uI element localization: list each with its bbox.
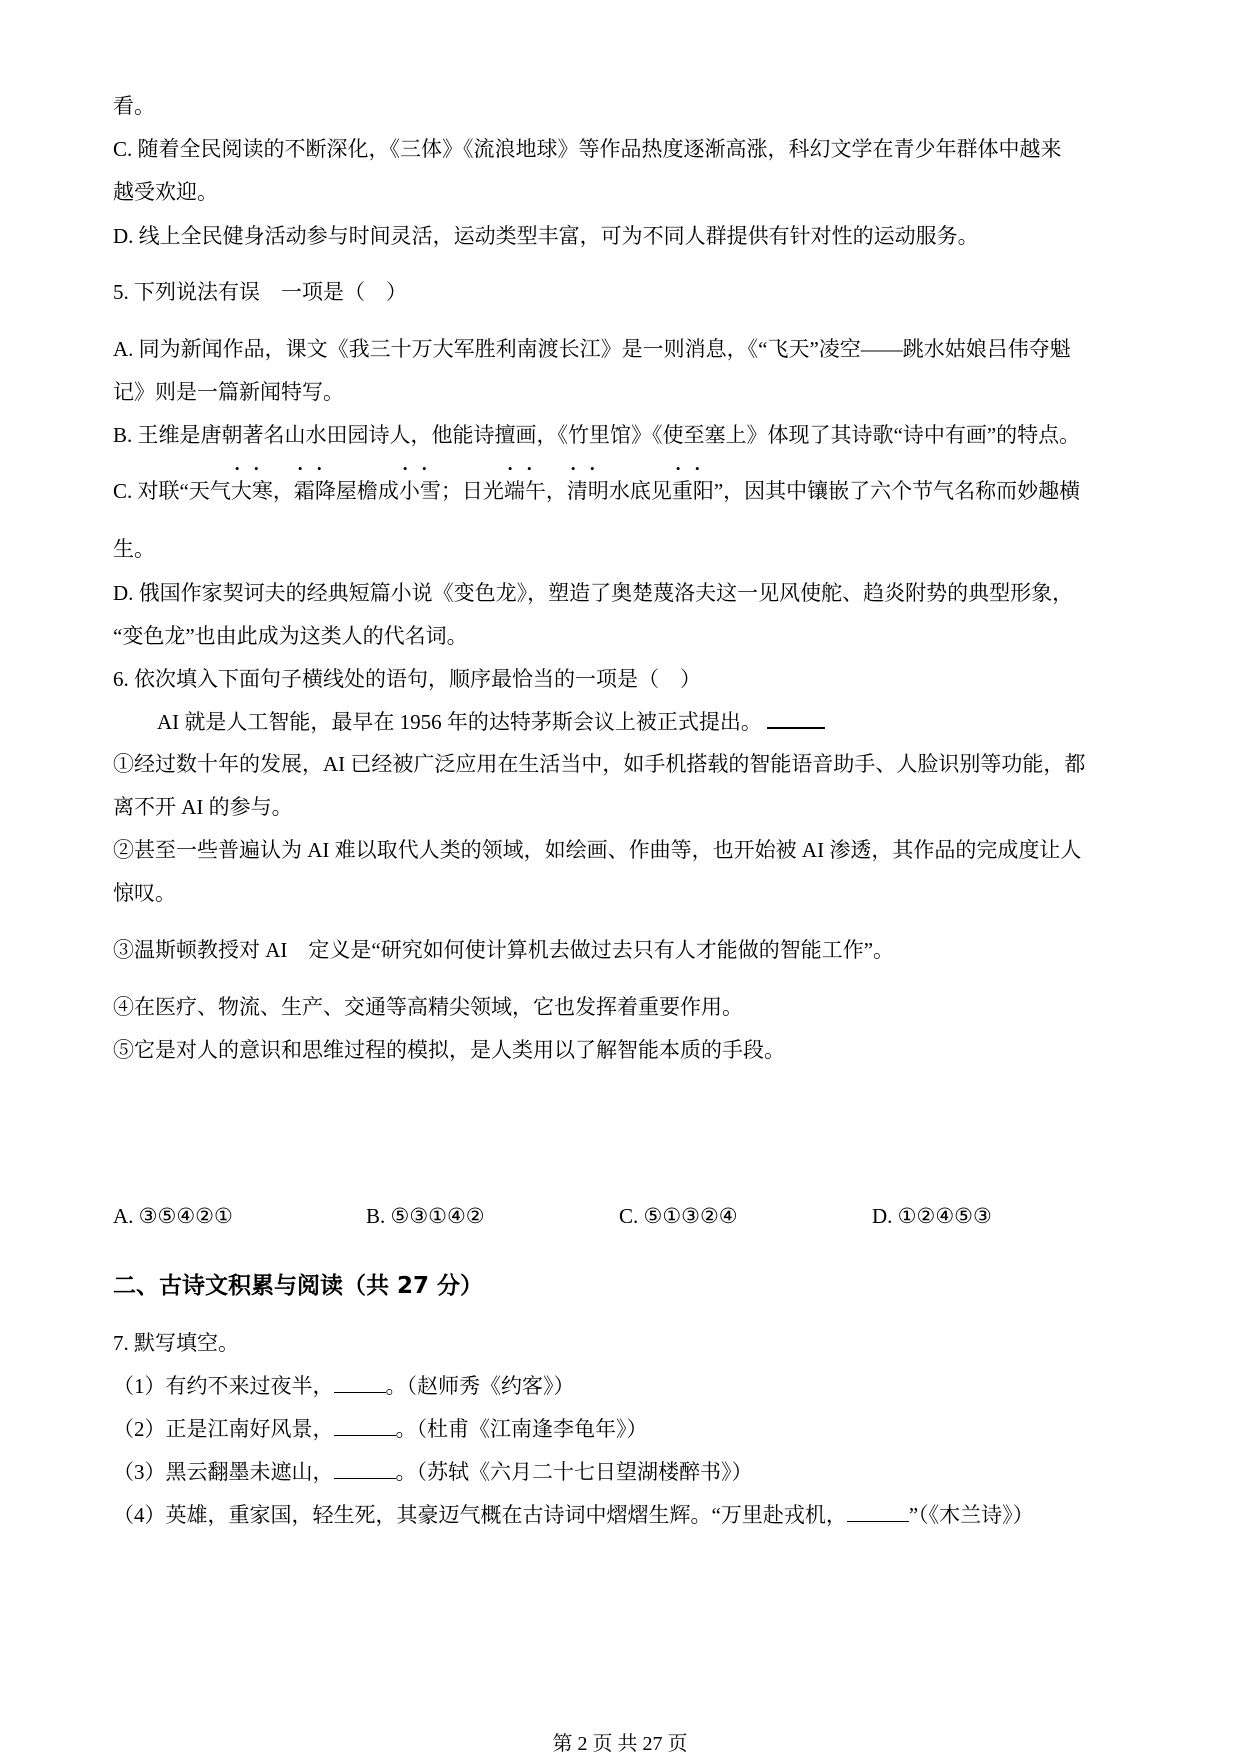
emphasized-term: • • 小雪 xyxy=(399,477,441,505)
text: AI 就是人工智能，最早在 1956 年的达特茅斯会议上被正式提出。 xyxy=(157,710,762,734)
q7-item-1 xyxy=(113,1372,575,1400)
answer-blank[interactable] xyxy=(847,1503,909,1522)
answer-blank[interactable] xyxy=(334,1460,396,1479)
text: ， xyxy=(545,479,567,503)
q6-option-c[interactable]: C. ⑤①③②④ xyxy=(619,1204,738,1228)
page-number: 第 2 页 共 27 页 xyxy=(552,1733,688,1755)
q6-sentence-2-line1: ②甚至一些普遍认为 AI 难以取代人类的领域，如绘画、作曲等，也开始被 AI 渗透，其作品的完成度让人 xyxy=(113,838,1082,862)
text: ， xyxy=(272,479,294,503)
answer-blank[interactable] xyxy=(334,1374,386,1393)
text: ；日光 xyxy=(440,479,504,503)
q7-item-3 xyxy=(113,1458,753,1486)
q5-option-d-line1: D. 俄国作家契诃夫的经典短篇小说《变色龙》，塑造了奥楚蔑洛夫这一见风使舵、趋炎附势的典型形象， xyxy=(113,581,1074,605)
text: 。（赵师秀《约客》） xyxy=(385,1374,575,1398)
q7-item-2 xyxy=(113,1415,648,1443)
q4-option-c-line1: C. 随着全民阅读的不断深化，《三体》《流浪地球》等作品热度逐渐高涨，科幻文学在青少年群体中越来 xyxy=(113,137,1062,161)
q4-option-d: D. 线上全民健身活动参与时间灵活，运动类型丰富，可为不同人群提供有针对性的运动服务。 xyxy=(113,224,979,248)
q6-stem: 6. 依次填入下面句子横线处的语句，顺序最恰当的一项是（ ） xyxy=(113,667,701,691)
q6-sentence-4: ④在医疗、物流、生产、交通等高精尖领域，它也发挥着重要作用。 xyxy=(113,995,743,1019)
text: （4）英雄，重家国，轻生死，其豪迈气概在古诗词中熠熠生辉。“万里赴戎机， xyxy=(113,1503,847,1527)
q6-sentence-3: ③温斯顿教授对 AI 定义是“研究如何使计算机去做过去只有人才能做的智能工作”。 xyxy=(113,938,895,962)
emphasized-term: • • 大寒 xyxy=(231,477,273,505)
text: （3）黑云翻墨未遮山， xyxy=(113,1460,334,1484)
text: 水底见 xyxy=(608,479,672,503)
q6-sentence-1-line1: ①经过数十年的发展，AI 已经被广泛应用在生活当中，如手机搭载的智能语音助手、人脸识别等功能，都 xyxy=(113,752,1086,776)
emphasized-term: • • 端午 xyxy=(504,477,546,505)
text: 。（苏轼《六月二十七日望湖楼醉书》） xyxy=(395,1460,753,1484)
text: 屋檐成 xyxy=(335,479,399,503)
text: ”，因其中镶嵌了六个节气名称而妙趣横 xyxy=(713,479,1081,503)
text: （2）正是江南好风景， xyxy=(113,1417,334,1441)
answer-blank[interactable] xyxy=(767,709,825,729)
q6-sentence-5: ⑤它是对人的意识和思维过程的模拟，是人类用以了解智能本质的手段。 xyxy=(113,1038,785,1062)
q6-option-d[interactable]: D. ①②④⑤③ xyxy=(872,1204,992,1228)
answer-blank[interactable] xyxy=(334,1417,396,1436)
q5-stem: 5. 下列说法有误 一项是（ ） xyxy=(113,280,407,304)
section-heading: 二、古诗文积累与阅读（共 27 分） xyxy=(113,1273,484,1299)
q7-stem: 7. 默写填空。 xyxy=(113,1331,239,1355)
q6-option-a[interactable]: A. ③⑤④②① xyxy=(113,1204,233,1228)
q4-prev-line-end: 看。 xyxy=(113,94,155,118)
text: （1）有约不来过夜半， xyxy=(113,1374,334,1398)
q5-option-d-line2: “变色龙”也由此成为这类人的代名词。 xyxy=(113,624,468,648)
text: 。（杜甫《江南逢李龟年》） xyxy=(395,1417,648,1441)
q4-option-c-line2: 越受欢迎。 xyxy=(113,180,218,204)
q5-option-c-line1 xyxy=(113,477,1080,505)
q6-sentence-2-line2: 惊叹。 xyxy=(113,881,176,905)
q6-option-b[interactable]: B. ⑤③①④② xyxy=(366,1204,485,1228)
q5-option-b: B. 王维是唐朝著名山水田园诗人，他能诗擅画，《竹里馆》《使至塞上》体现了其诗歌“诗中有画”的特点。 xyxy=(113,423,1081,447)
emphasized-term: • • 重阳 xyxy=(672,477,714,505)
text: C. 对联“天气 xyxy=(113,479,231,503)
q6-sentence-1-line2: 离不开 AI 的参与。 xyxy=(113,795,293,819)
q6-intro xyxy=(157,708,825,736)
emphasized-term: • • 霜降 xyxy=(294,477,336,505)
emphasized-term: • • 清明 xyxy=(567,477,609,505)
q5-option-c-line2: 生。 xyxy=(113,537,155,561)
q5-option-a-line1: A. 同为新闻作品，课文《我三十万大军胜利南渡长江》是一则消息，《“飞天”凌空——跳水姑娘吕伟夺魁 xyxy=(113,337,1071,361)
text: ”（《木兰诗》） xyxy=(908,1503,1034,1527)
q7-item-4 xyxy=(113,1501,1034,1529)
q5-option-a-line2: 记》则是一篇新闻特写。 xyxy=(113,380,344,404)
